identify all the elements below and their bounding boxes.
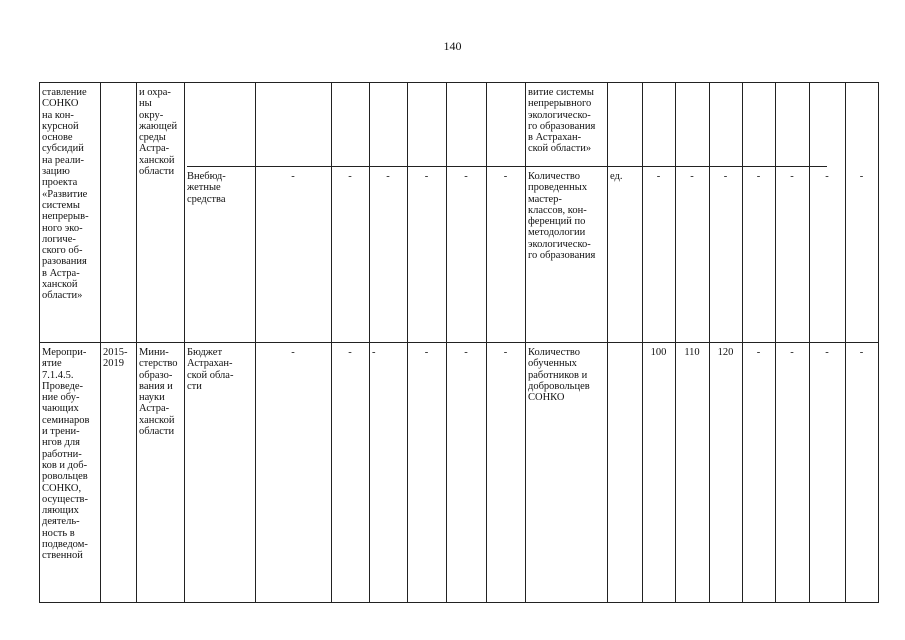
col-line (809, 82, 810, 603)
funding-value: - (291, 171, 295, 182)
indicator-value: - (825, 171, 829, 182)
indicator-value: - (790, 171, 794, 182)
funding-value: - (386, 171, 390, 182)
col-line (100, 82, 101, 603)
col-line (675, 82, 676, 603)
indicator-value: - (859, 171, 864, 182)
table-border-bottom (39, 602, 879, 603)
col-line (607, 82, 608, 603)
responsible-executor: Мини- стерство образо- вания и науки Астра- ханской области (139, 347, 178, 438)
funding-value: - (503, 347, 508, 358)
col-line (525, 82, 526, 603)
col-line (331, 82, 332, 603)
col-line (878, 82, 879, 603)
row-divider-full (39, 342, 879, 343)
indicator-unit (607, 345, 642, 347)
measure-description-cont: ставление СОНКО на кон- курсной основе субсидий на реали- зацию проекта «Развитие системы непрерыв- ного эко- логиче- ского об- разования в Астра- ханской области» (42, 87, 89, 302)
indicator-value: - (756, 347, 761, 358)
indicator-value: 110 (684, 347, 700, 358)
col-line (446, 82, 447, 603)
indicator-value: - (790, 347, 794, 358)
col-line (775, 82, 776, 603)
funding-value: - (464, 171, 468, 182)
col-line (486, 82, 487, 603)
funding-source: Бюджет Астрахан- ской обла- сти (187, 347, 234, 392)
funding-value: - (291, 347, 295, 358)
indicator-value: - (656, 171, 661, 182)
indicator-value: - (756, 171, 761, 182)
indicator-unit: ед. (610, 171, 623, 182)
col-line (709, 82, 710, 603)
funding-value: - (424, 171, 429, 182)
funding-value: - (464, 347, 468, 358)
col-line (642, 82, 643, 603)
indicator-value: - (859, 347, 864, 358)
indicator-value: - (825, 347, 829, 358)
col-line (369, 82, 370, 603)
indicator-name-cont: витие системы непрерывного экологическо- го образования в Астрахан- ской области» (528, 87, 596, 155)
col-line (255, 82, 256, 603)
indicator-value: - (690, 171, 694, 182)
funding-value: - (503, 171, 508, 182)
page-number: 140 (443, 39, 462, 53)
indicator-value: 120 (717, 347, 734, 358)
col-line (184, 82, 185, 603)
funding-value: - (348, 347, 352, 358)
indicator-name: Количество обученных работников и добровольцев СОНКО (528, 347, 590, 404)
row-divider-partial (187, 166, 827, 167)
responsible-executor-cont: и охра- ны окру- жающей среды Астра- ханской области (139, 87, 178, 178)
table-border-top (39, 82, 879, 83)
col-line (407, 82, 408, 603)
col-line (845, 82, 846, 603)
implementation-years: 2015- 2019 (103, 347, 128, 370)
measure-description: Меропри- ятие 7.1.4.5. Проведе- ние обу- чающих семинаров и трени- нгов для работни- ков и доб- ровольцев СОНКО, осуществ- ляющих деятель- ность в подведом- ственной (42, 347, 90, 562)
funding-value: - (424, 347, 429, 358)
funding-value: - (348, 171, 352, 182)
indicator-value: 100 (650, 347, 667, 358)
funding-value: - (372, 347, 376, 358)
program-table (39, 82, 879, 603)
indicator-value: - (723, 171, 728, 182)
col-line (742, 82, 743, 603)
funding-source: Внебюд- жетные средства (187, 171, 226, 205)
indicator-name: Количество проведенных мастер- классов, кон- ференций по методологии экологическо- го образования (528, 171, 596, 262)
